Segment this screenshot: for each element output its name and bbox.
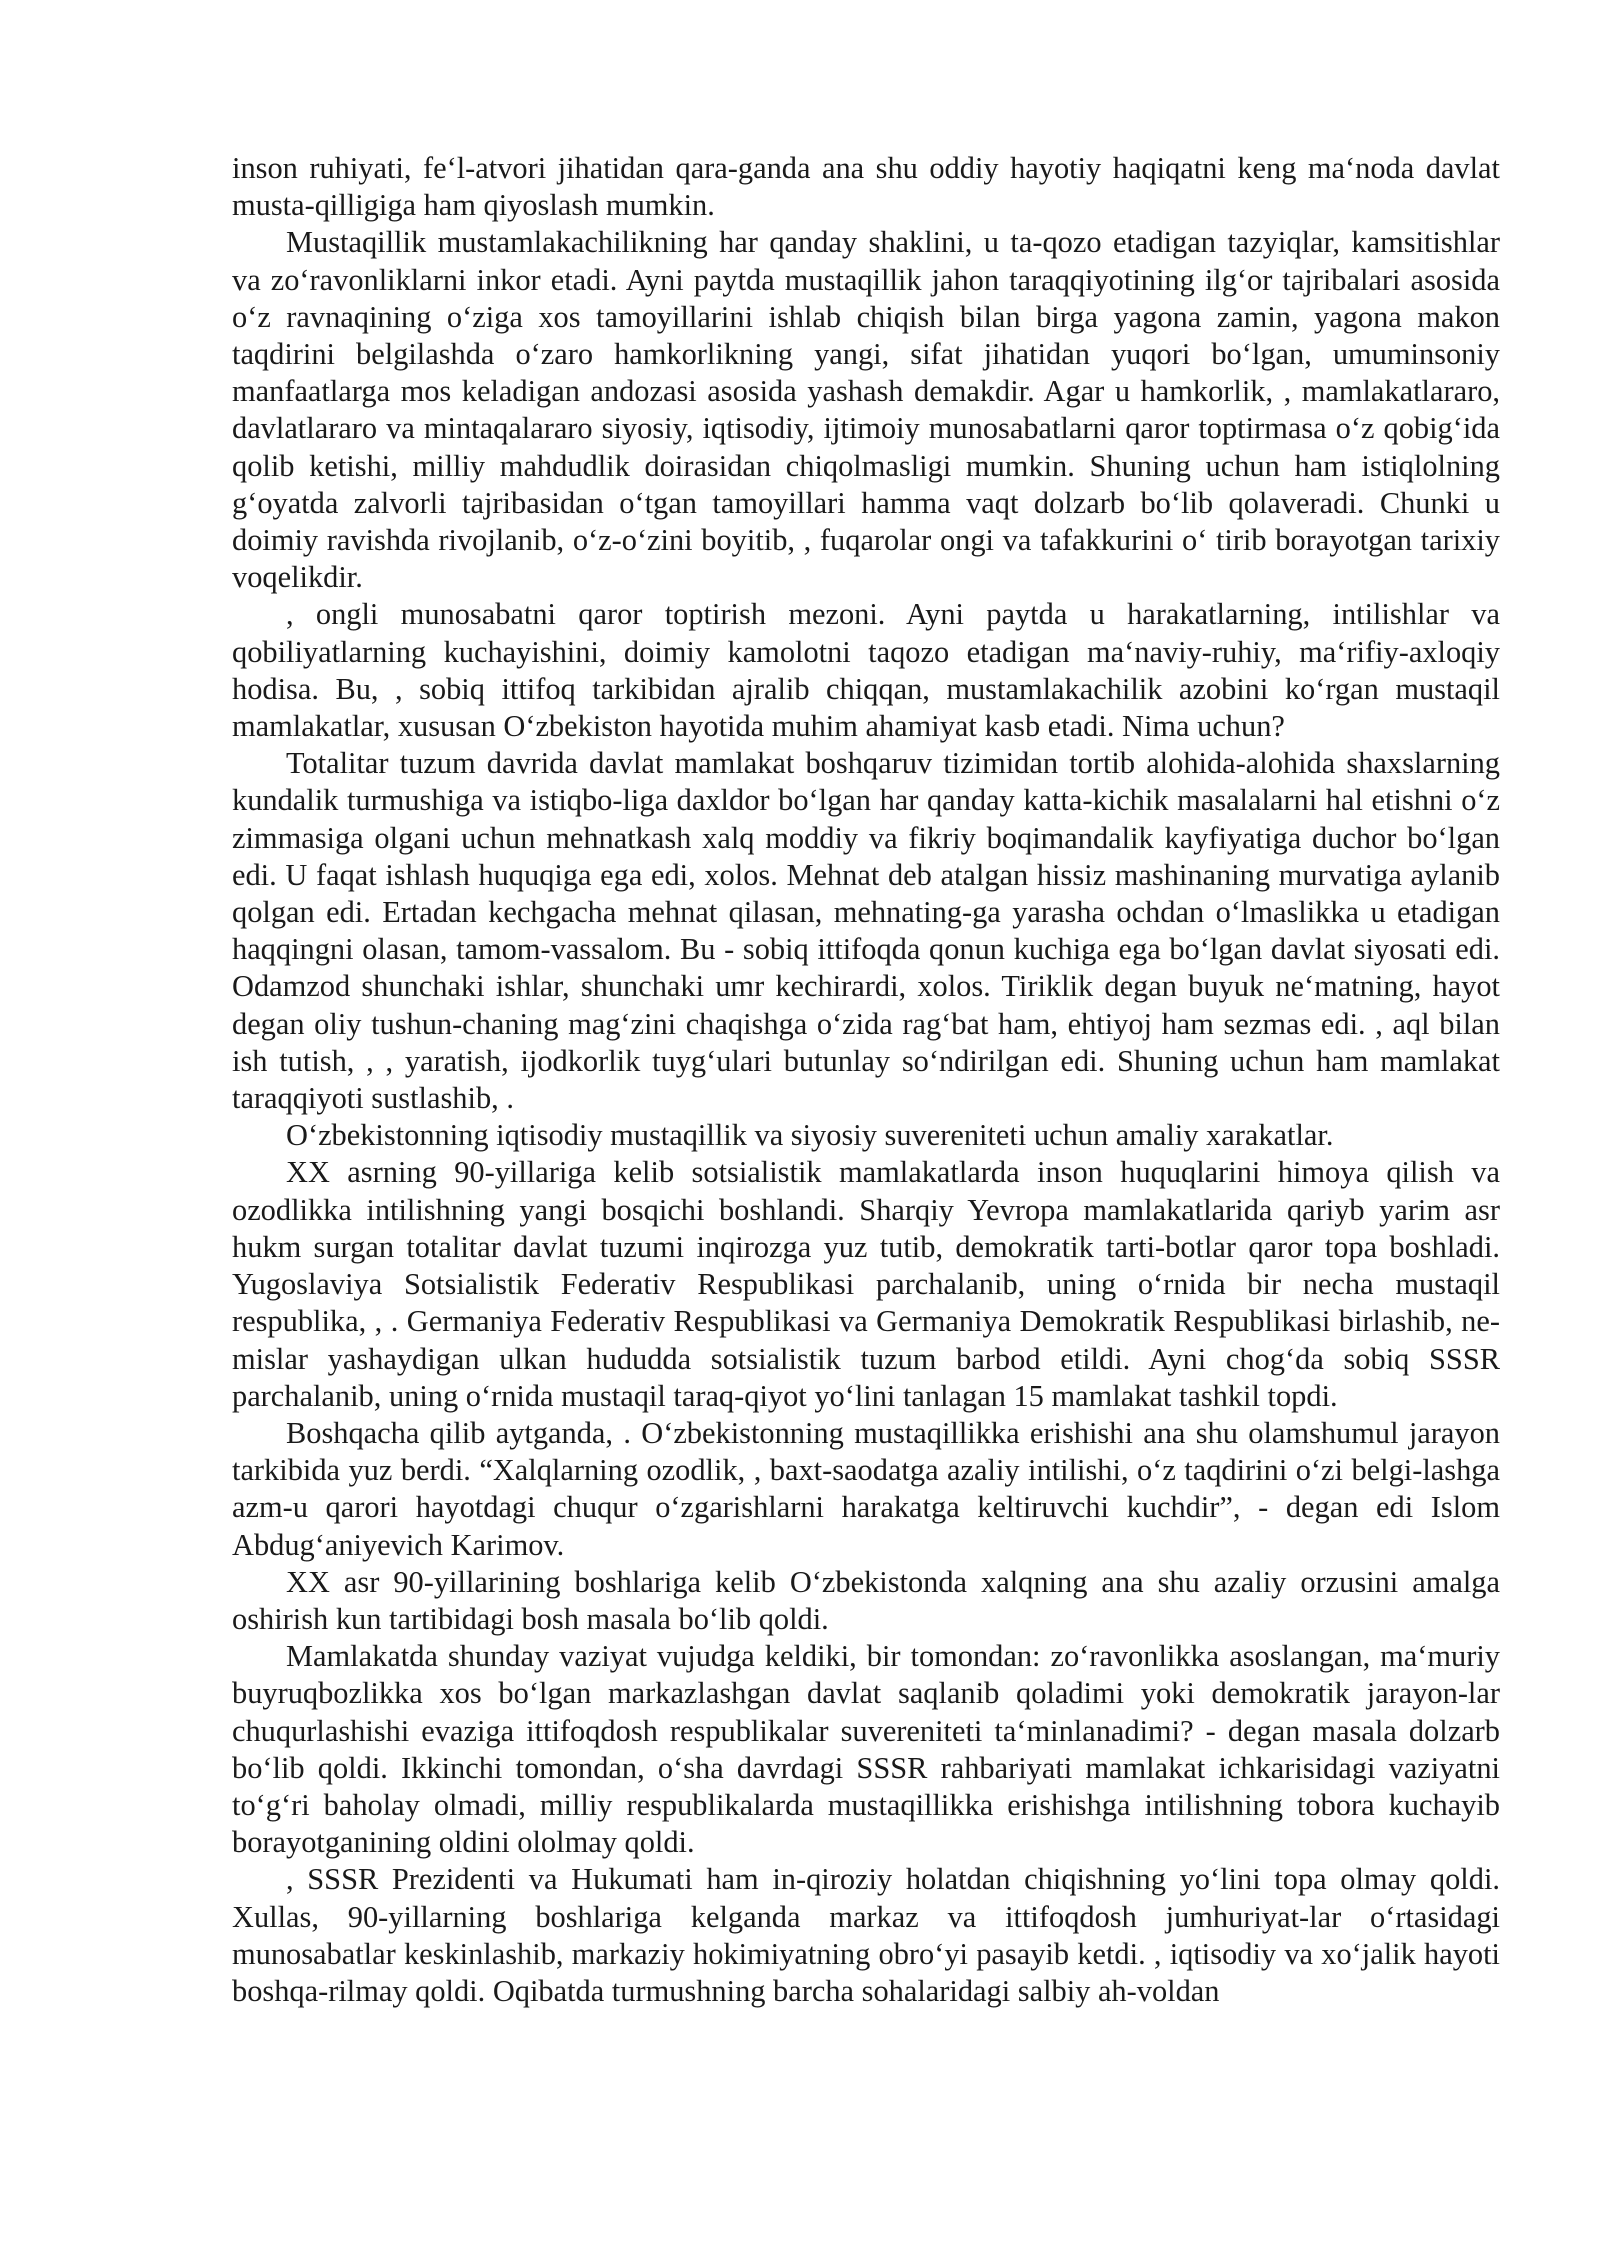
section-heading: O‘zbekistonning iqtisodiy mustaqillik va siyosiy suvereniteti uchun amaliy xarakatlar. <box>286 1118 1334 1153</box>
paragraph-3: , ongli munosabatni qaror toptirish mezoni. Ayni paytda u harakatlarning, intilishlar va qobiliyatlarning kuchayishini, doimiy kamolotni taqozo etadigan ma‘naviy-ruhiy, ma‘rifiy-axloqiy hodisa. Bu, , sobiq ittifoq tarkibidan ajralib chiqqan, mustamlakachilik azobini ko‘rgan mustaqil mamlakatlar, xususan O‘zbekiston hayotida muhim ahamiyat kasb etadi. Nima uchun? <box>232 597 1500 744</box>
paragraph-8: XX asr 90-yillarining boshlariga kelib O‘zbekistonda xalqning ana shu azaliy orzusini amalga oshirish kun tartibidagi bosh masala bo‘lib qoldi. <box>232 1564 1500 1636</box>
paragraph-1: inson ruhiyati, fe‘l-atvori jihatidan qara-ganda ana shu oddiy hayotiy haqiqatni keng ma‘noda davlat musta-qilligiga ham qiyoslash mumkin. <box>232 151 1500 223</box>
document-page <box>232 150 1500 2010</box>
paragraph-2: Mustaqillik mustamlakachilikning har qanday shaklini, u ta-qozo etadigan tazyiqlar, kamsitishlar va zo‘ravonliklarni inkor etadi. Ayni paytda mustaqillik jahon taraqqiyotining ilg‘or tajribalari asosida o‘z ravnaqining o‘ziga xos tamoyillarini ishlab chiqish bilan birga yagona zamin, yagona makon taqdirini belgilashda o‘zaro hamkorlikning yangi, sifat jihatidan yuqori bo‘lgan, umuminsoniy manfaatlarga mos keladigan andozasi asosida yashash demakdir. Agar u hamkorlik, , mamlakatlararo, davlatlararo va mintaqalararo siyosiy, iqtisodiy, ijtimoiy munosabatlarni qaror toptirmasa o‘z qobig‘ida qolib ketishi, milliy mahdudlik doirasidan chiqolmasligi mumkin. Shuning uchun ham istiqlolning g‘oyatda zalvorli tajribasidan o‘tgan tamoyillari hamma vaqt dolzarb bo‘lib qolaveradi. Chunki u doimiy ravishda rivojlanib, o‘z-o‘zini boyitib, , fuqarolar ongi va tafakkurini o‘ tirib borayotgan tarixiy voqelikdir. <box>232 225 1500 595</box>
paragraph-9: Mamlakatda shunday vaziyat vujudga keldiki, bir tomondan: zo‘ravonlikka asoslangan, ma‘muriy buyruqbozlikka xos bo‘lgan markazlashgan davlat saqlanib qoladimi yoki demokratik jarayon-lar chuqurlashishi evaziga ittifoqdosh respublikalar suvereniteti ta‘minlanadimi? - degan masala dolzarb bo‘lib qoldi. Ikkinchi tomondan, o‘sha davrdagi SSSR rahbariyati mamlakat ichkarisidagi vaziyatni to‘g‘ri baholay olmadi, milliy respublikalarda mustaqillikka erishishga intilishning tobora kuchayib borayotganining oldini ololmay qoldi. <box>232 1639 1500 1860</box>
paragraph-10: , SSSR Prezidenti va Hukumati ham in-qiroziy holatdan chiqishning yo‘lini topa olmay qoldi. Xullas, 90-yillarning boshlariga kelganda markaz va ittifoqdosh jumhuriyat-lar o‘rtasidagi munosabatlar keskinlashib, markaziy hokimiyatning obro‘yi pasayib ketdi. , iqtisodiy va xo‘jalik hayoti boshqa-rilmay qoldi. Oqibatda turmushning barcha sohalaridagi salbiy ah-voldan <box>232 1862 1500 2008</box>
paragraph-7: Boshqacha qilib aytganda, . O‘zbekistonning mustaqillikka erishishi ana shu olamshumul jarayon tarkibida yuz berdi. “Xalqlarning ozodlik, , baxt-saodatga azaliy intilishi, o‘z taqdirini o‘zi belgi-lashga azm-u qarori hayotdagi chuqur o‘zgarishlarni harakatga keltiruvchi kuchdir”, - degan edi Islom Abdug‘aniyevich Karimov. <box>232 1415 1500 1562</box>
paragraph-6: XX asrning 90-yillariga kelib sotsialistik mamlakatlarda inson huquqlarini himoya qilish va ozodlikka intilishning yangi bosqichi boshlandi. Sharqiy Yevropa mamlakatlarida qariyb yarim asr hukm surgan totalitar davlat tuzumi inqirozga yuz tutib, demokratik tarti-botlar qaror topa boshladi. Yugoslaviya Sotsialistik Federativ Respublikasi parchalanib, uning o‘rnida bir necha mustaqil respublika, , . Germaniya Federativ Respublikasi va Germaniya Demokratik Respublikasi birlashib, ne-mislar yashaydigan ulkan hududda sotsialistik tuzum barbod etildi. Ayni chog‘da sobiq SSSR parchalanib, uning o‘rnida mustaqil taraq-qiyot yo‘lini tanlagan 15 mamlakat tashkil topdi. <box>232 1155 1500 1413</box>
paragraph-4: Totalitar tuzum davrida davlat mamlakat boshqaruv tizimidan tortib alohida-alohida shaxslarning kundalik turmushiga va istiqbo-liga daxldor bo‘lgan har qanday katta-kichik masalalarni hal etishni o‘z zimmasiga olgani uchun mehnatkash xalq moddiy va fikriy boqimandalik kayfiyatiga duchor bo‘lgan edi. U faqat ishlash huquqiga ega edi, xolos. Mehnat deb atalgan hissiz mashinaning murvatiga aylanib qolgan edi. Ertadan kechgacha mehnat qilasan, mehnating-ga yarasha ochdan o‘lmaslikka u etadigan haqqingni olasan, tamom-vassalom. Bu - sobiq ittifoqda qonun kuchiga ega bo‘lgan davlat siyosati edi. Odamzod shunchaki ishlar, shunchaki umr kechirardi, xolos. Tiriklik degan buyuk ne‘matning, hayot degan oliy tushun-chaning mag‘zini chaqishga o‘zida rag‘bat ham, ehtiyoj ham sezmas edi. , aql bilan ish tutish, , , yaratish, ijodkorlik tuyg‘ulari butunlay so‘ndirilgan edi. Shuning uchun ham mamlakat taraqqiyoti sustlashib, . <box>232 746 1500 1116</box>
